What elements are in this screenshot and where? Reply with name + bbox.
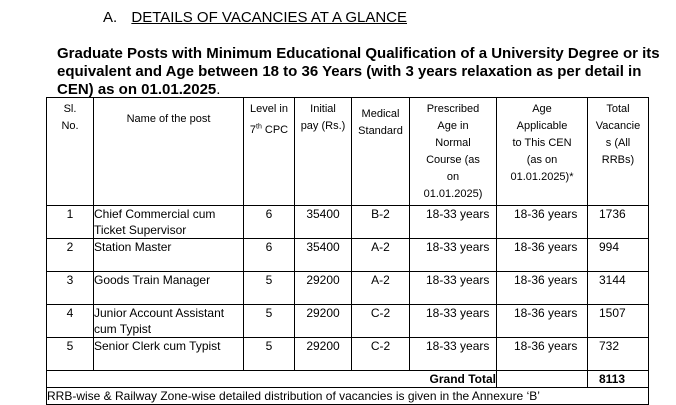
cell-total: 994 bbox=[588, 239, 649, 272]
cell-post-name: Goods Train Manager bbox=[94, 272, 244, 305]
grand-total-row bbox=[47, 371, 649, 388]
cell-total: 3144 bbox=[588, 272, 649, 305]
table-row bbox=[47, 338, 649, 371]
table-row bbox=[47, 305, 649, 338]
section-heading bbox=[103, 9, 407, 26]
cell-age-cen: 18-36 years bbox=[497, 305, 588, 338]
cell-age-cen: 18-36 years bbox=[497, 239, 588, 272]
intro-tail: . bbox=[216, 81, 221, 98]
footer-note: RRB-wise & Railway Zone-wise detailed distribution of vacancies is given in the Annexure ‘B’ bbox=[47, 388, 649, 405]
grand-total-blank bbox=[497, 371, 588, 388]
header-age-applicable: Age Applicable to This CEN (as on 01.01.2025)* bbox=[497, 98, 588, 206]
cell-pay: 29200 bbox=[295, 305, 352, 338]
cell-sl: 2 bbox=[47, 239, 94, 272]
cell-total: 1736 bbox=[588, 206, 649, 239]
grand-total-value: 8113 bbox=[588, 371, 649, 388]
cell-level: 5 bbox=[244, 305, 295, 338]
intro-paragraph bbox=[57, 45, 663, 99]
cell-level: 6 bbox=[244, 206, 295, 239]
cell-pay: 29200 bbox=[295, 272, 352, 305]
cell-post-name: Chief Commercial cum Ticket Supervisor bbox=[94, 206, 244, 239]
header-total-vacancies: Total Vacancie s (All RRBs) bbox=[588, 98, 649, 206]
cell-level: 5 bbox=[244, 272, 295, 305]
cell-post-name: Station Master bbox=[94, 239, 244, 272]
header-level: Level in 7th CPC bbox=[244, 98, 295, 206]
vacancies-table bbox=[46, 97, 649, 405]
footer-note-row bbox=[47, 388, 649, 405]
cell-sl: 1 bbox=[47, 206, 94, 239]
cell-medical: C-2 bbox=[352, 305, 410, 338]
cell-pay: 35400 bbox=[295, 239, 352, 272]
cell-post-name: Senior Clerk cum Typist bbox=[94, 338, 244, 371]
cell-age-cen: 18-36 years bbox=[497, 272, 588, 305]
cell-age-cen: 18-36 years bbox=[497, 338, 588, 371]
cell-sl: 3 bbox=[47, 272, 94, 305]
cell-age-normal: 18-33 years bbox=[410, 206, 497, 239]
header-prescribed-age: Prescribed Age in Normal Course (as on 01.01.2025) bbox=[410, 98, 497, 206]
cell-medical: C-2 bbox=[352, 338, 410, 371]
cell-age-cen: 18-36 years bbox=[497, 206, 588, 239]
section-number: A. bbox=[103, 9, 118, 26]
grand-total-label: Grand Total bbox=[47, 371, 497, 388]
table-row bbox=[47, 206, 649, 239]
table-row bbox=[47, 239, 649, 272]
cell-pay: 35400 bbox=[295, 206, 352, 239]
cell-total: 732 bbox=[588, 338, 649, 371]
table-header-row bbox=[47, 98, 649, 206]
cell-age-normal: 18-33 years bbox=[410, 272, 497, 305]
cell-age-normal: 18-33 years bbox=[410, 338, 497, 371]
cell-age-normal: 18-33 years bbox=[410, 239, 497, 272]
cell-medical: B-2 bbox=[352, 206, 410, 239]
cell-post-name: Junior Account Assistant cum Typist bbox=[94, 305, 244, 338]
section-title: DETAILS OF VACANCIES AT A GLANCE bbox=[131, 9, 407, 26]
cell-sl: 5 bbox=[47, 338, 94, 371]
cell-age-normal: 18-33 years bbox=[410, 305, 497, 338]
intro-bold-text: Graduate Posts with Minimum Educational Qualification of a University Degree or its equivalent and Age between 18 to 36 Years (with 3 years relaxation as per detail in CEN) as on 01.01.2025 bbox=[57, 45, 660, 98]
header-sl-no: Sl. No. bbox=[47, 98, 94, 206]
cell-pay: 29200 bbox=[295, 338, 352, 371]
header-medical-standard: Medical Standard bbox=[352, 98, 410, 206]
cell-medical: A-2 bbox=[352, 272, 410, 305]
header-post-name: Name of the post bbox=[94, 98, 244, 206]
cell-sl: 4 bbox=[47, 305, 94, 338]
header-initial-pay: Initial pay (Rs.) bbox=[295, 98, 352, 206]
table-row bbox=[47, 272, 649, 305]
cell-medical: A-2 bbox=[352, 239, 410, 272]
cell-level: 5 bbox=[244, 338, 295, 371]
cell-level: 6 bbox=[244, 239, 295, 272]
cell-total: 1507 bbox=[588, 305, 649, 338]
